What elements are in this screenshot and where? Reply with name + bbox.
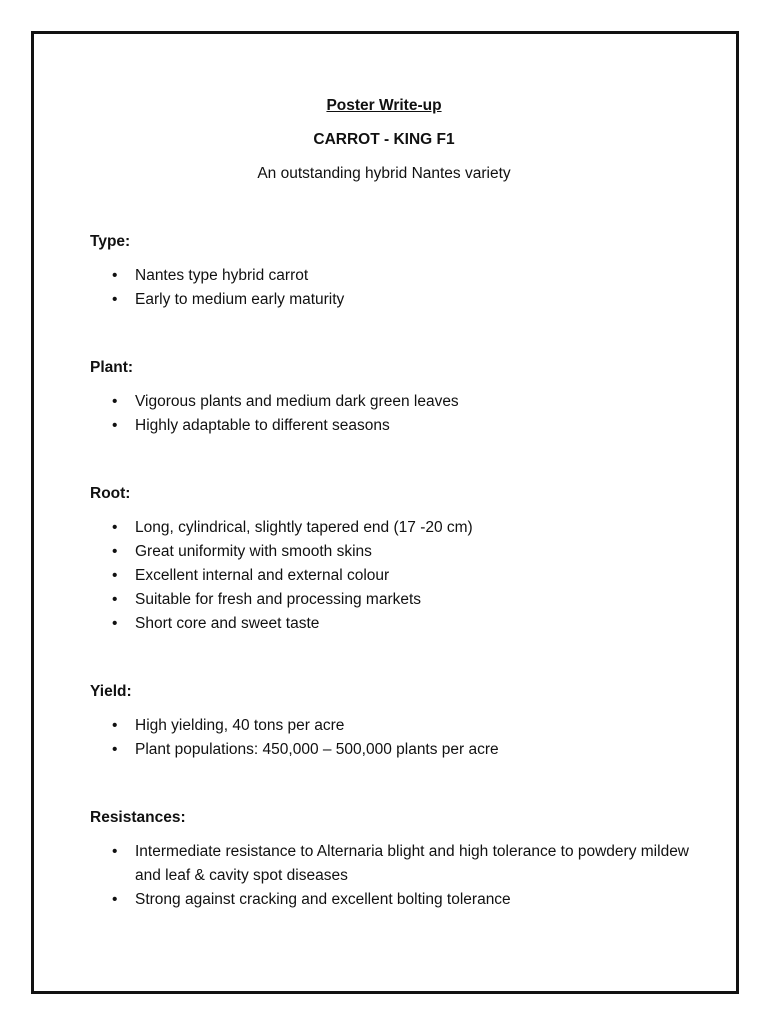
bullet-icon: • — [112, 417, 118, 434]
list-item — [90, 540, 690, 564]
section-heading: Resistances: — [90, 809, 186, 826]
section-heading: Yield: — [90, 683, 132, 700]
list-item — [90, 516, 690, 540]
list-item — [90, 888, 690, 912]
list-item-text: Plant populations: 450,000 – 500,000 plants per acre — [135, 741, 499, 758]
section-plant — [90, 356, 690, 438]
bullet-icon: • — [112, 393, 118, 410]
bullet-icon: • — [112, 891, 118, 908]
list-item-text: Suitable for fresh and processing markets — [135, 591, 422, 608]
section-heading: Plant: — [90, 359, 134, 376]
list-item-text: Highly adaptable to different seasons — [135, 417, 390, 434]
bullet-list — [90, 390, 690, 438]
list-item — [90, 714, 690, 738]
section-resistances — [90, 806, 690, 912]
bullet-icon: • — [112, 717, 118, 734]
list-item — [90, 414, 690, 438]
section-heading: Type: — [90, 233, 131, 250]
list-item-text: Excellent internal and external colour — [135, 567, 390, 584]
bullet-icon: • — [112, 543, 118, 560]
product-name: CARROT - KING F1 — [313, 131, 455, 148]
list-item — [90, 288, 690, 312]
list-item — [90, 564, 690, 588]
bullet-icon: • — [112, 567, 118, 584]
section-root — [90, 482, 690, 636]
list-item — [90, 840, 690, 888]
bullet-list — [90, 264, 690, 312]
list-item-text: Nantes type hybrid carrot — [135, 267, 309, 284]
section-type — [90, 230, 690, 312]
bullet-list — [90, 714, 690, 762]
bullet-icon: • — [112, 741, 118, 758]
list-item-text: Strong against cracking and excellent bolting tolerance — [135, 891, 511, 908]
bullet-icon: • — [112, 519, 118, 536]
list-item-text: Great uniformity with smooth skins — [135, 543, 372, 560]
bullet-list — [90, 840, 690, 912]
list-item-text: Early to medium early maturity — [135, 291, 345, 308]
bullet-icon: • — [112, 843, 118, 860]
bullet-icon: • — [112, 591, 118, 608]
list-item-text: Vigorous plants and medium dark green leaves — [135, 393, 459, 410]
document-body — [90, 94, 690, 956]
list-item — [90, 612, 690, 636]
document-title: Poster Write-up — [326, 97, 442, 114]
list-item-text: Long, cylindrical, slightly tapered end (17 -20 cm) — [135, 519, 473, 536]
bullet-icon: • — [112, 615, 118, 632]
product-tagline: An outstanding hybrid Nantes variety — [257, 165, 511, 182]
list-item-text: Short core and sweet taste — [135, 615, 320, 632]
section-yield — [90, 680, 690, 762]
list-item — [90, 390, 690, 414]
section-heading: Root: — [90, 485, 131, 502]
list-item-text: High yielding, 40 tons per acre — [135, 717, 345, 734]
list-item — [90, 738, 690, 762]
bullet-icon: • — [112, 267, 118, 284]
list-item — [90, 264, 690, 288]
bullet-list — [90, 516, 690, 636]
bullet-icon: • — [112, 291, 118, 308]
list-item-text: Intermediate resistance to Alternaria blight and high tolerance to powdery mildew and leaf & cavity spot diseases — [135, 843, 690, 884]
list-item — [90, 588, 690, 612]
